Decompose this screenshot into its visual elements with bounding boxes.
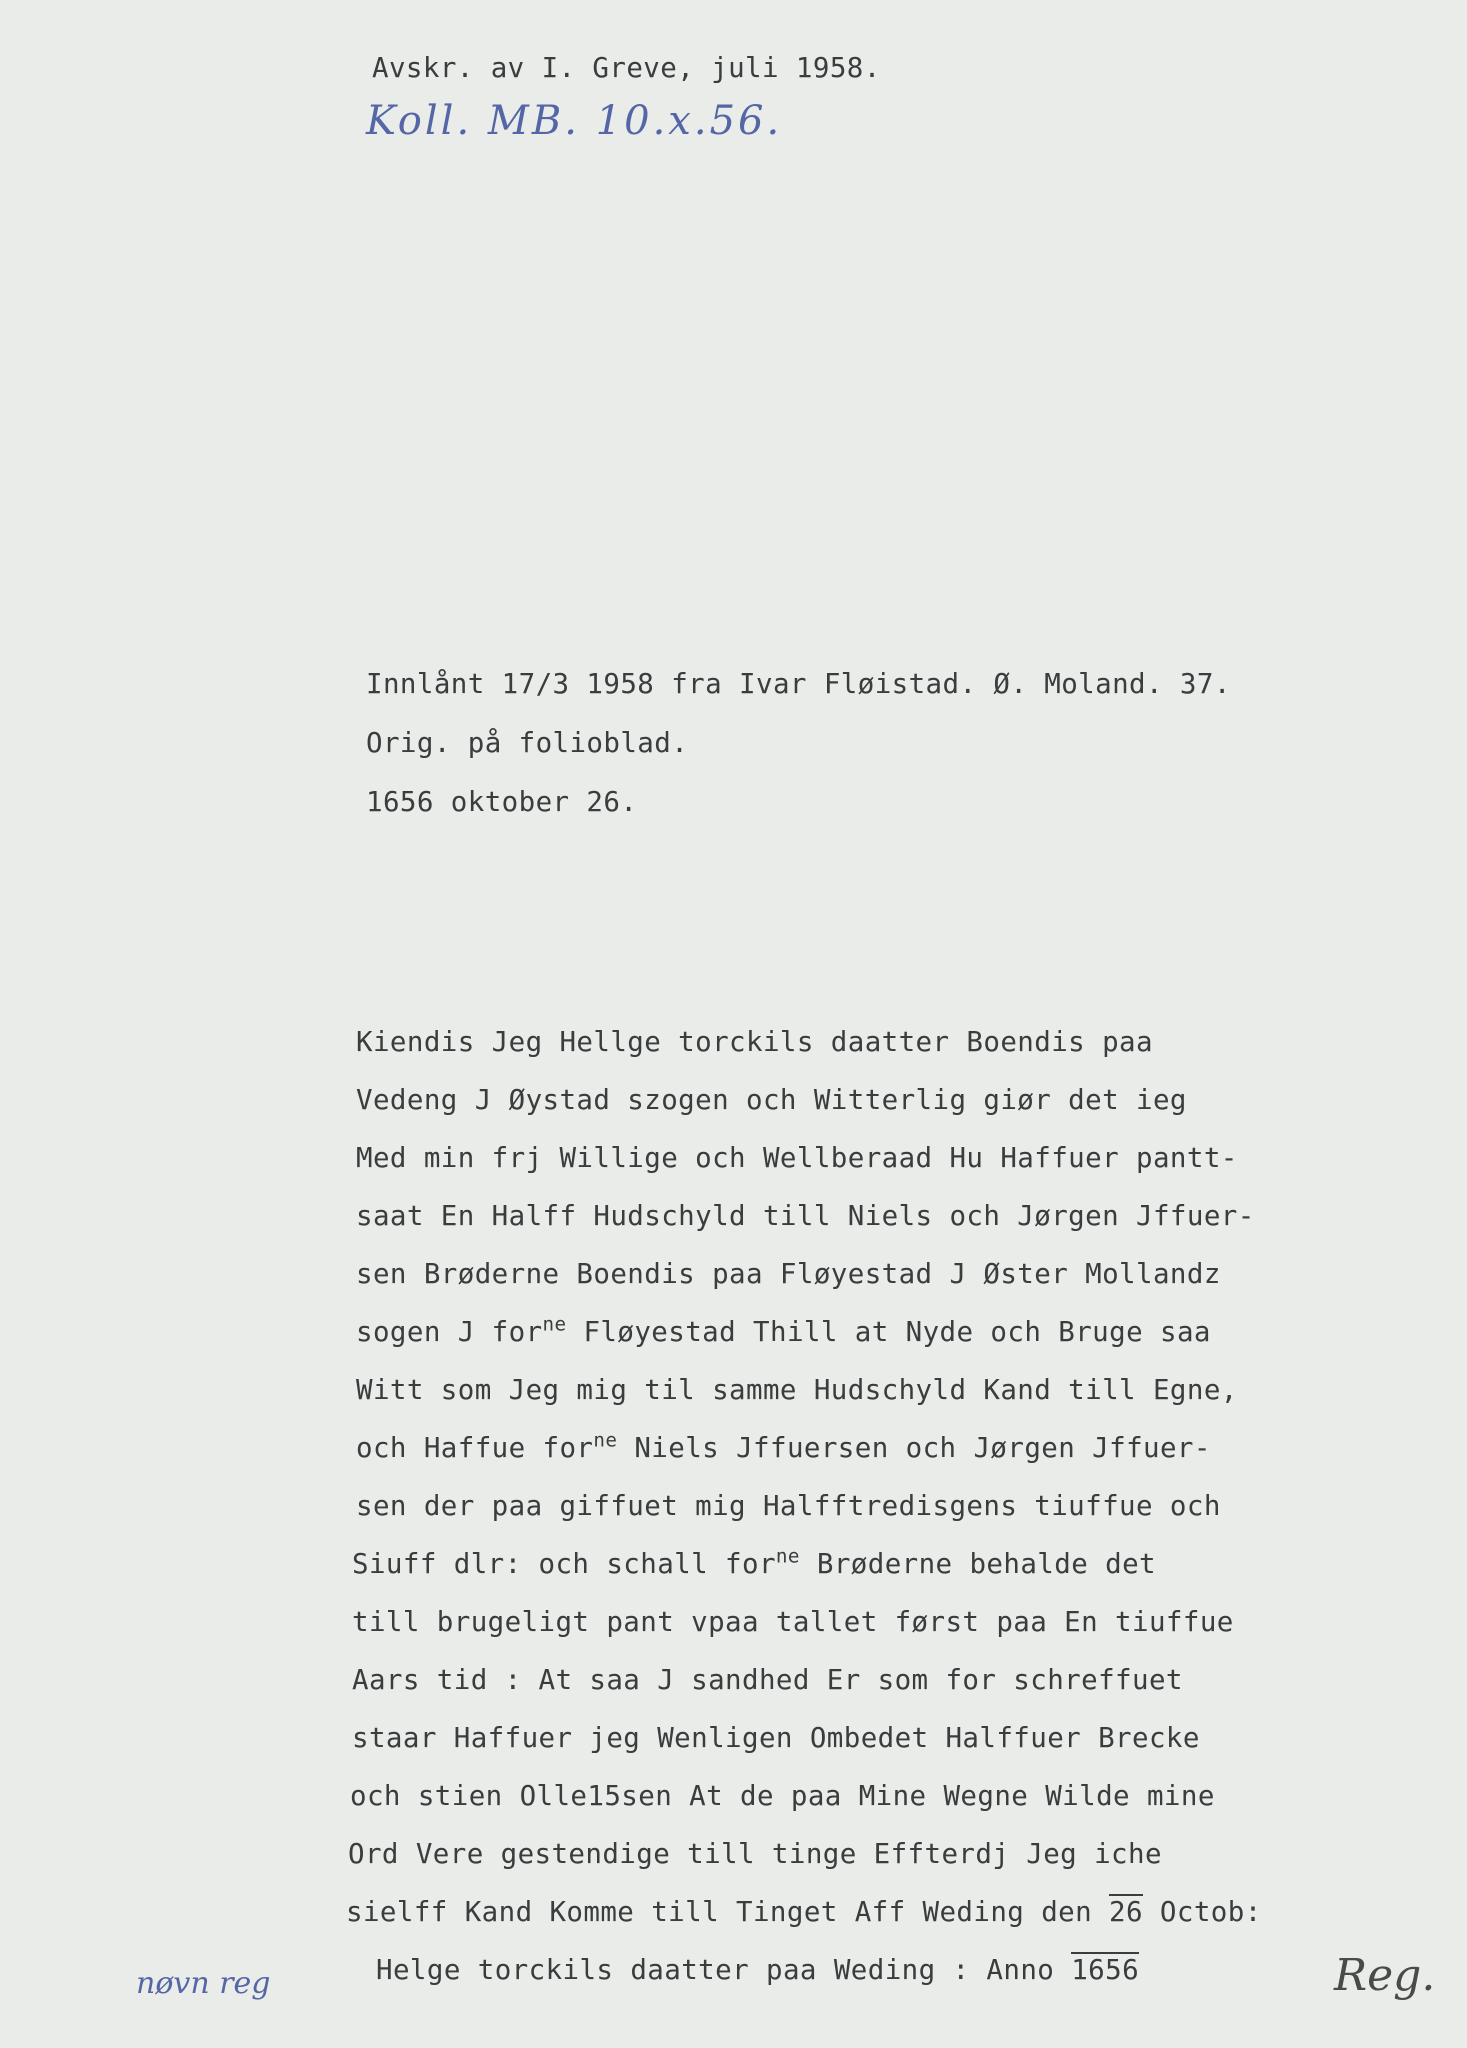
body-text: Octob: [1142,1896,1262,1928]
body-line: Witt som Jeg mig til samme Hudschyld Kand till Egne, [356,1374,1238,1406]
superscript: ne [593,1428,618,1452]
signature-text: Helge torckils daatter paa Weding : Anno [376,1954,1072,1986]
overlined-day: 26 [1109,1896,1143,1928]
overlined-year: 1656 [1071,1954,1140,1986]
signature-line [376,1954,1139,1986]
handwritten-margin-note-left: nøvn reg [136,1966,271,2001]
body-text: Niels Jffuersen och Jørgen Jffuer- [617,1432,1211,1464]
body-line [346,1896,1262,1928]
body-line [352,1544,1156,1580]
body-line: sen Brøderne Boendis paa Fløyestad J Øster Mollandz [356,1258,1221,1290]
original-format-note: Orig. på folioblad. [366,727,689,759]
body-line: Aars tid : At saa J sandhed Er som for schreffuet [352,1664,1183,1696]
body-line: saat En Halff Hudschyld till Niels och Jørgen Jffuer- [356,1200,1255,1232]
loan-note: Innlånt 17/3 1958 fra Ivar Fløistad. Ø. Moland. 37. [366,668,1231,700]
transcription-note: Avskr. av I. Greve, juli 1958. [372,52,881,84]
body-line: staar Haffuer jeg Wenligen Ombedet Halffuer Brecke [352,1722,1200,1754]
superscript: ne [542,1312,567,1336]
body-line [356,1312,1211,1348]
handwritten-margin-note-right: Reg. [1334,1950,1436,2001]
body-line: till brugeligt pant vpaa tallet først paa En tiuffue [352,1606,1234,1638]
body-line: och stien Olle15sen At de paa Mine Wegne Wilde mine [350,1780,1215,1812]
body-line: Ord Vere gestendige till tinge Effterdj Jeg iche [348,1838,1162,1870]
document-date: 1656 oktober 26. [366,786,638,818]
body-text: Siuff dlr: och schall for [352,1548,776,1580]
body-line [356,1428,1211,1464]
body-text: och Haffue for [356,1432,594,1464]
body-text: sogen J for [356,1316,543,1348]
body-line: sen der paa giffuet mig Halfftredisgens tiuffue och [356,1490,1221,1522]
body-text: sielff Kand Komme till Tinget Aff Weding den [346,1896,1110,1928]
body-text: Brøderne behalde det [799,1548,1156,1580]
body-line: Kiendis Jeg Hellge torckils daatter Boendis paa [356,1026,1153,1058]
superscript: ne [775,1544,800,1568]
handwritten-collation-note: Koll. MB. 10.x.56. [366,98,783,144]
body-line: Vedeng J Øystad szogen och Witterlig giør det ieg [356,1084,1187,1116]
body-line: Med min frj Willige och Wellberaad Hu Haffuer pantt- [356,1142,1238,1174]
body-text: Fløyestad Thill at Nyde och Bruge saa [566,1316,1211,1348]
